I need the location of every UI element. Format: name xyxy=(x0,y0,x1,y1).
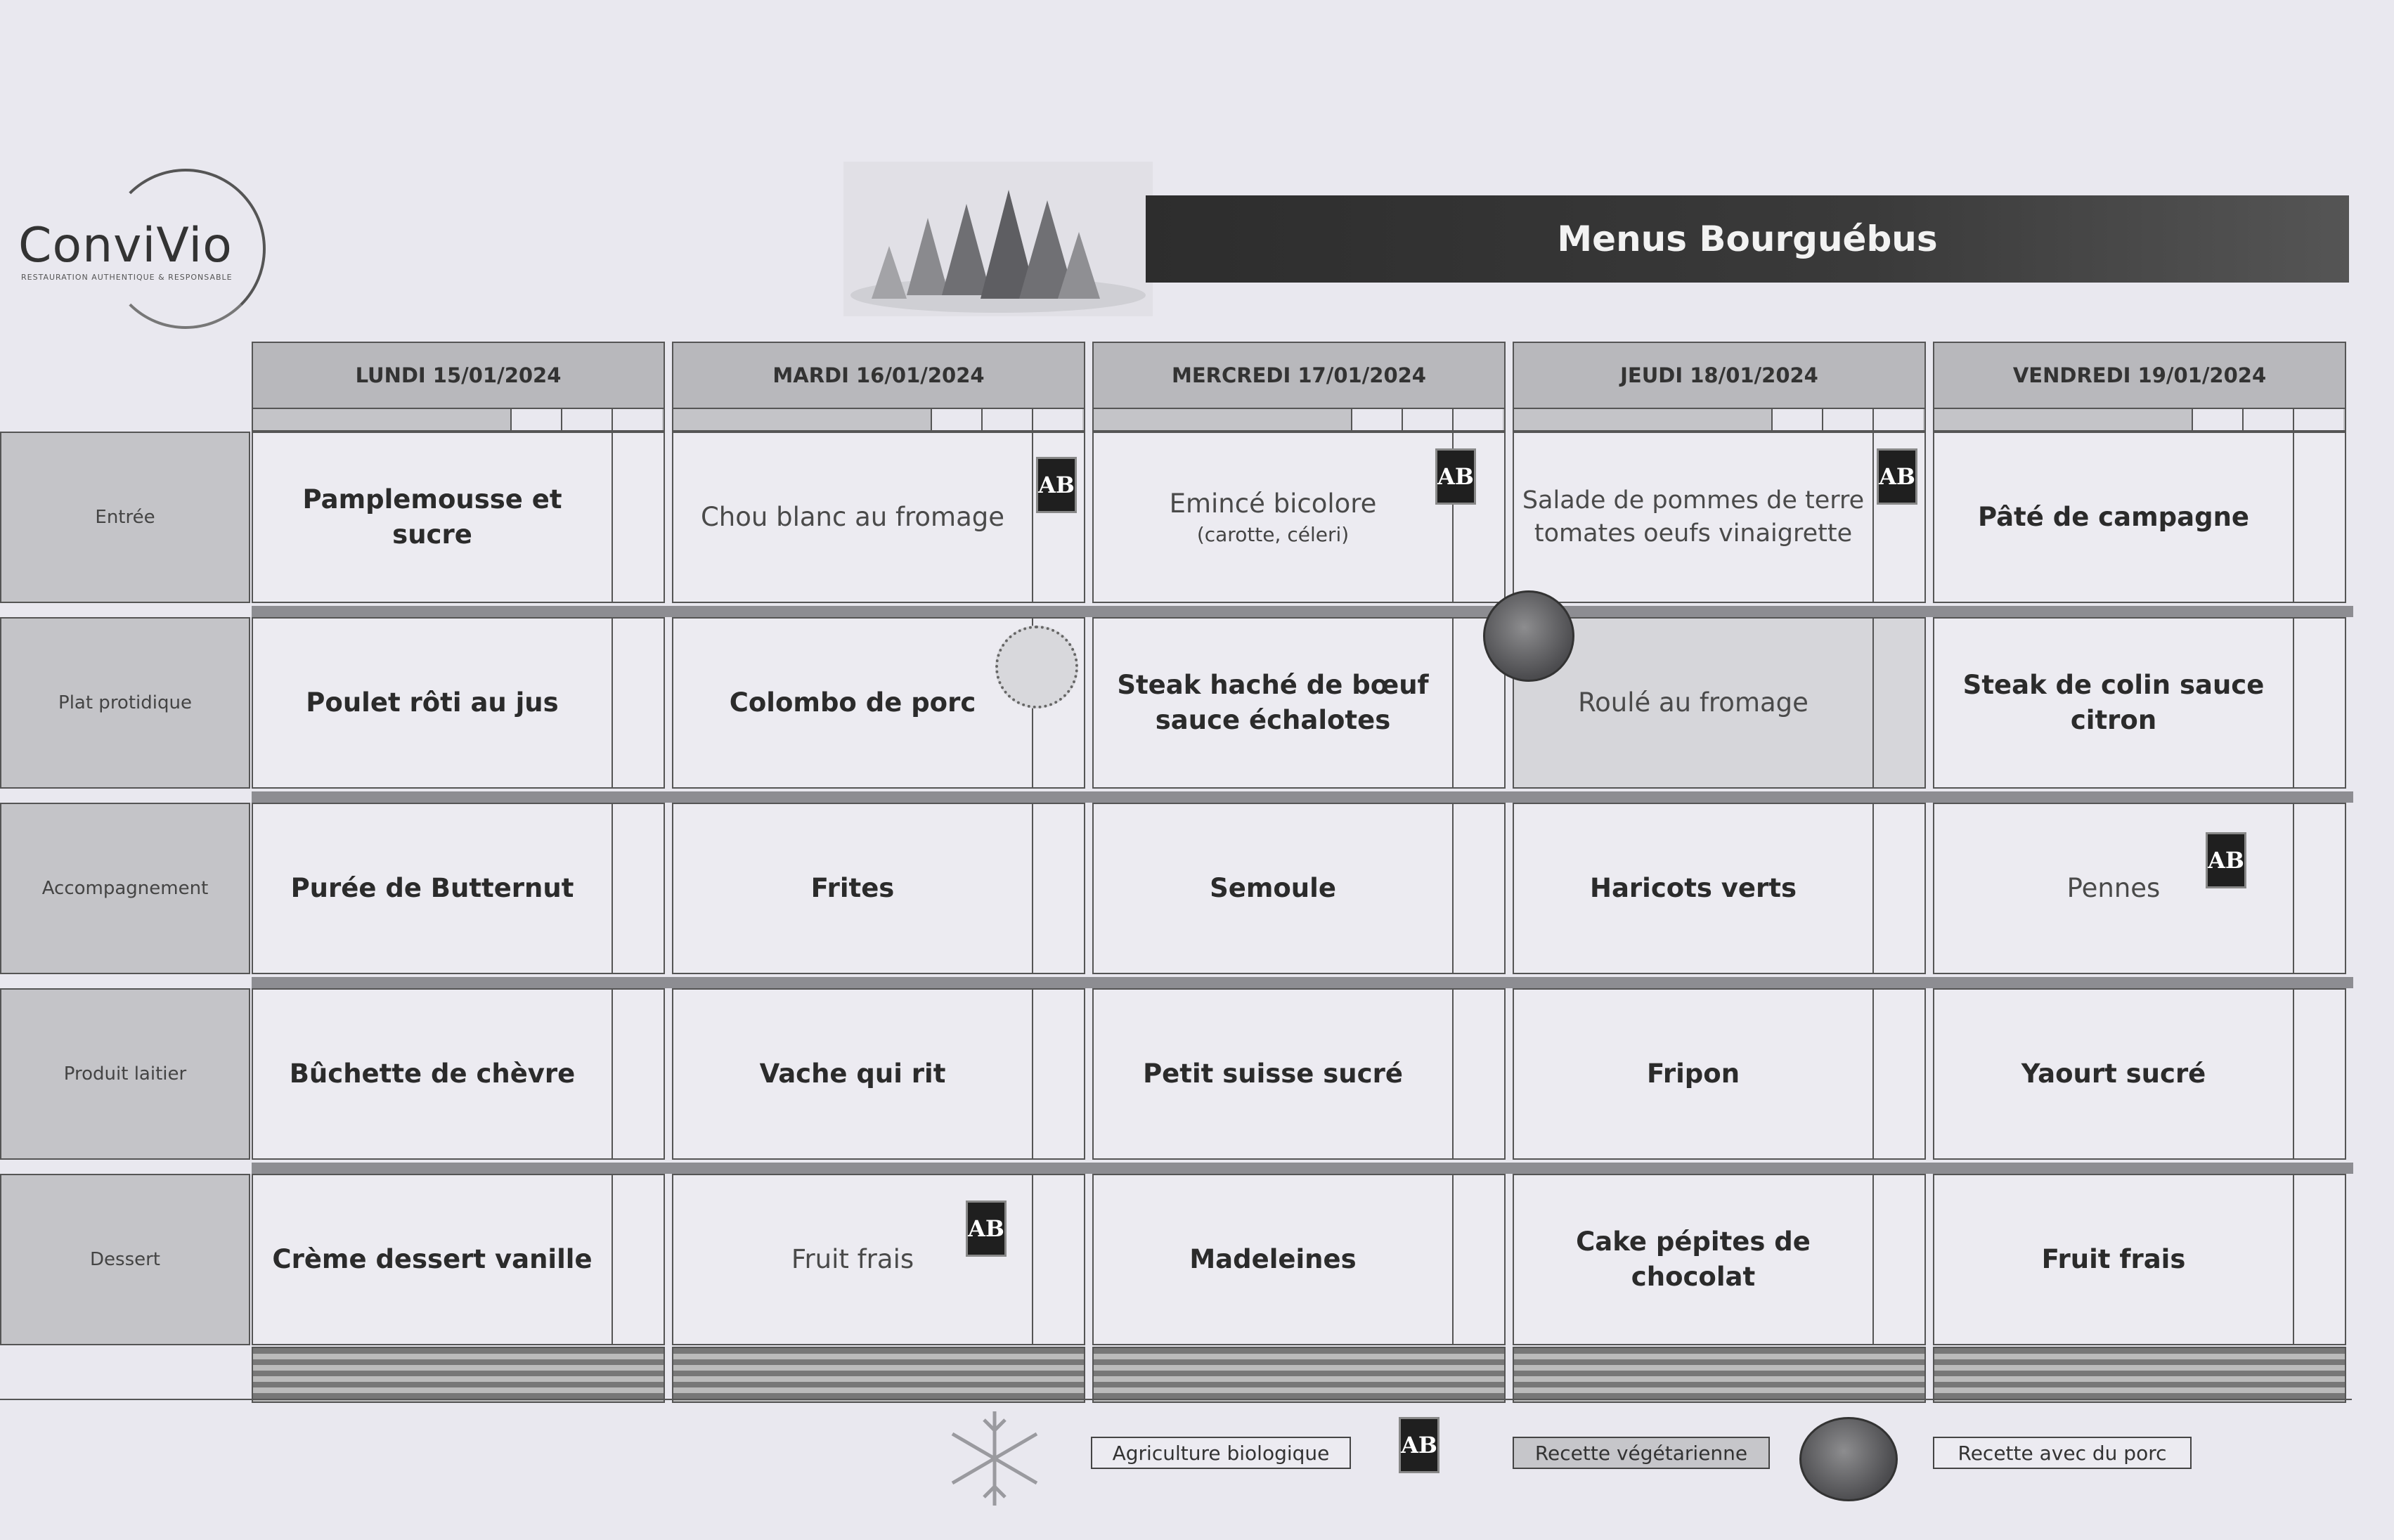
row-label-dessert: Dessert xyxy=(0,1174,250,1345)
dish-name: Frites xyxy=(810,873,895,904)
dish-name: Madeleines xyxy=(1189,1244,1357,1275)
bottom-rule xyxy=(0,1399,2352,1400)
pork-recipe-icon xyxy=(1483,590,1574,682)
day-header-thursday: JEUDI 18/01/2024 xyxy=(1513,342,1926,409)
day-subheader xyxy=(252,409,665,432)
row-label-laitier: Produit laitier xyxy=(0,988,250,1160)
menu-cell-accompagnement-thursday xyxy=(1513,803,1926,974)
menu-cell-laitier-wednesday xyxy=(1092,988,1506,1160)
brand-tagline: RESTAURATION AUTHENTIQUE & RESPONSABLE xyxy=(21,273,233,282)
legend-organic: Agriculture biologique xyxy=(1091,1437,1351,1469)
day-subheader xyxy=(1092,409,1506,432)
dish-name: Petit suisse sucré xyxy=(1143,1059,1403,1089)
dish-name: Fruit frais xyxy=(2041,1244,2186,1275)
organic-ab-icon: AB xyxy=(2206,832,2246,888)
dish-name: Vache qui rit xyxy=(759,1059,946,1089)
footer-bar xyxy=(1513,1347,1926,1403)
footer-bar xyxy=(1092,1347,1506,1403)
dish-name: Emincé bicolore xyxy=(1169,488,1377,519)
dish-name: Steak de colin sauce citron xyxy=(1962,670,2265,735)
day-subheader xyxy=(1513,409,1926,432)
menu-cell-plat-friday xyxy=(1933,617,2346,789)
menu-cell-entree-wednesday xyxy=(1092,432,1506,603)
dish-name: Poulet rôti au jus xyxy=(306,687,559,718)
menu-cell-entree-tuesday xyxy=(672,432,1085,603)
dish-name: Yaourt sucré xyxy=(2021,1059,2206,1089)
dish-name: Pennes xyxy=(2066,873,2161,904)
organic-ab-icon: AB xyxy=(1399,1417,1439,1473)
row-separator xyxy=(252,791,2353,803)
day-subheader xyxy=(672,409,1085,432)
menu-cell-dessert-tuesday xyxy=(672,1174,1085,1345)
dish-name: Purée de Butternut xyxy=(290,873,574,904)
dish-name: Colombo de porc xyxy=(729,687,976,718)
day-subheader xyxy=(1933,409,2346,432)
footer-bar xyxy=(672,1347,1085,1403)
menu-cell-dessert-thursday xyxy=(1513,1174,1926,1345)
pork-recipe-icon xyxy=(1799,1417,1898,1501)
row-label-plat: Plat protidique xyxy=(0,617,250,789)
row-label-accompagnement: Accompagnement xyxy=(0,803,250,974)
row-separator xyxy=(252,977,2353,988)
menu-cell-entree-friday xyxy=(1933,432,2346,603)
row-separator xyxy=(252,606,2353,617)
row-label-entree: Entrée xyxy=(0,432,250,603)
dish-name: Crème dessert vanille xyxy=(272,1244,593,1275)
menu-cell-accompagnement-monday xyxy=(252,803,665,974)
legend-pork: Recette avec du porc xyxy=(1933,1437,2192,1469)
day-header-friday: VENDREDI 19/01/2024 xyxy=(1933,342,2346,409)
organic-ab-icon: AB xyxy=(1036,457,1077,513)
footer-bar xyxy=(1933,1347,2346,1403)
convivio-logo xyxy=(14,169,253,330)
legend-vegetarian: Recette végétarienne xyxy=(1513,1437,1770,1469)
dish-name: Chou blanc au fromage xyxy=(700,502,1005,533)
dish-name: Roulé au fromage xyxy=(1578,687,1809,718)
brand-name: ConviVio xyxy=(18,218,233,273)
menu-cell-accompagnement-tuesday xyxy=(672,803,1085,974)
dish-name: Salade de pommes de terre tomates oeufs vinaigrette xyxy=(1522,486,1865,548)
menu-cell-dessert-friday xyxy=(1933,1174,2346,1345)
menu-cell-laitier-thursday xyxy=(1513,988,1926,1160)
organic-ab-icon: AB xyxy=(1435,448,1476,505)
menu-cell-plat-wednesday xyxy=(1092,617,1506,789)
menu-cell-accompagnement-friday xyxy=(1933,803,2346,974)
menu-cell-dessert-wednesday xyxy=(1092,1174,1506,1345)
menu-cell-accompagnement-wednesday xyxy=(1092,803,1506,974)
dish-name: Cake pépites de chocolat xyxy=(1576,1227,1811,1292)
menu-cell-entree-monday xyxy=(252,432,665,603)
dish-name: Semoule xyxy=(1210,873,1336,904)
quality-label-stamp-icon xyxy=(995,626,1078,708)
snowflake-icon xyxy=(935,1406,1054,1511)
day-header-tuesday: MARDI 16/01/2024 xyxy=(672,342,1085,409)
menu-cell-dessert-monday xyxy=(252,1174,665,1345)
row-separator xyxy=(252,1163,2353,1174)
title-banner xyxy=(1146,195,2349,283)
menu-cell-laitier-monday xyxy=(252,988,665,1160)
menu-cell-laitier-tuesday xyxy=(672,988,1085,1160)
dish-name: Fruit frais xyxy=(791,1244,914,1275)
menu-cell-plat-monday xyxy=(252,617,665,789)
dish-detail: (carotte, céleri) xyxy=(1196,523,1350,547)
dish-name: Haricots verts xyxy=(1590,873,1797,904)
dish-name: Fripon xyxy=(1646,1059,1740,1089)
dish-name: Pamplemousse et sucre xyxy=(302,484,562,550)
page-title: Menus Bourguébus xyxy=(1557,219,1938,259)
menu-cell-laitier-friday xyxy=(1933,988,2346,1160)
day-header-wednesday: MERCREDI 17/01/2024 xyxy=(1092,342,1506,409)
winter-trees-illustration xyxy=(843,162,1153,316)
dish-name: Bûchette de chèvre xyxy=(289,1059,576,1089)
organic-ab-icon: AB xyxy=(1877,448,1917,505)
menu-cell-plat-tuesday xyxy=(672,617,1085,789)
day-header-monday: LUNDI 15/01/2024 xyxy=(252,342,665,409)
menu-cell-plat-thursday-vegetarian xyxy=(1513,617,1926,789)
dish-name: Steak haché de bœuf sauce échalotes xyxy=(1117,670,1429,735)
menu-cell-entree-thursday xyxy=(1513,432,1926,603)
footer-bar xyxy=(252,1347,665,1403)
dish-name: Pâté de campagne xyxy=(1977,502,2250,533)
organic-ab-icon: AB xyxy=(966,1201,1007,1257)
